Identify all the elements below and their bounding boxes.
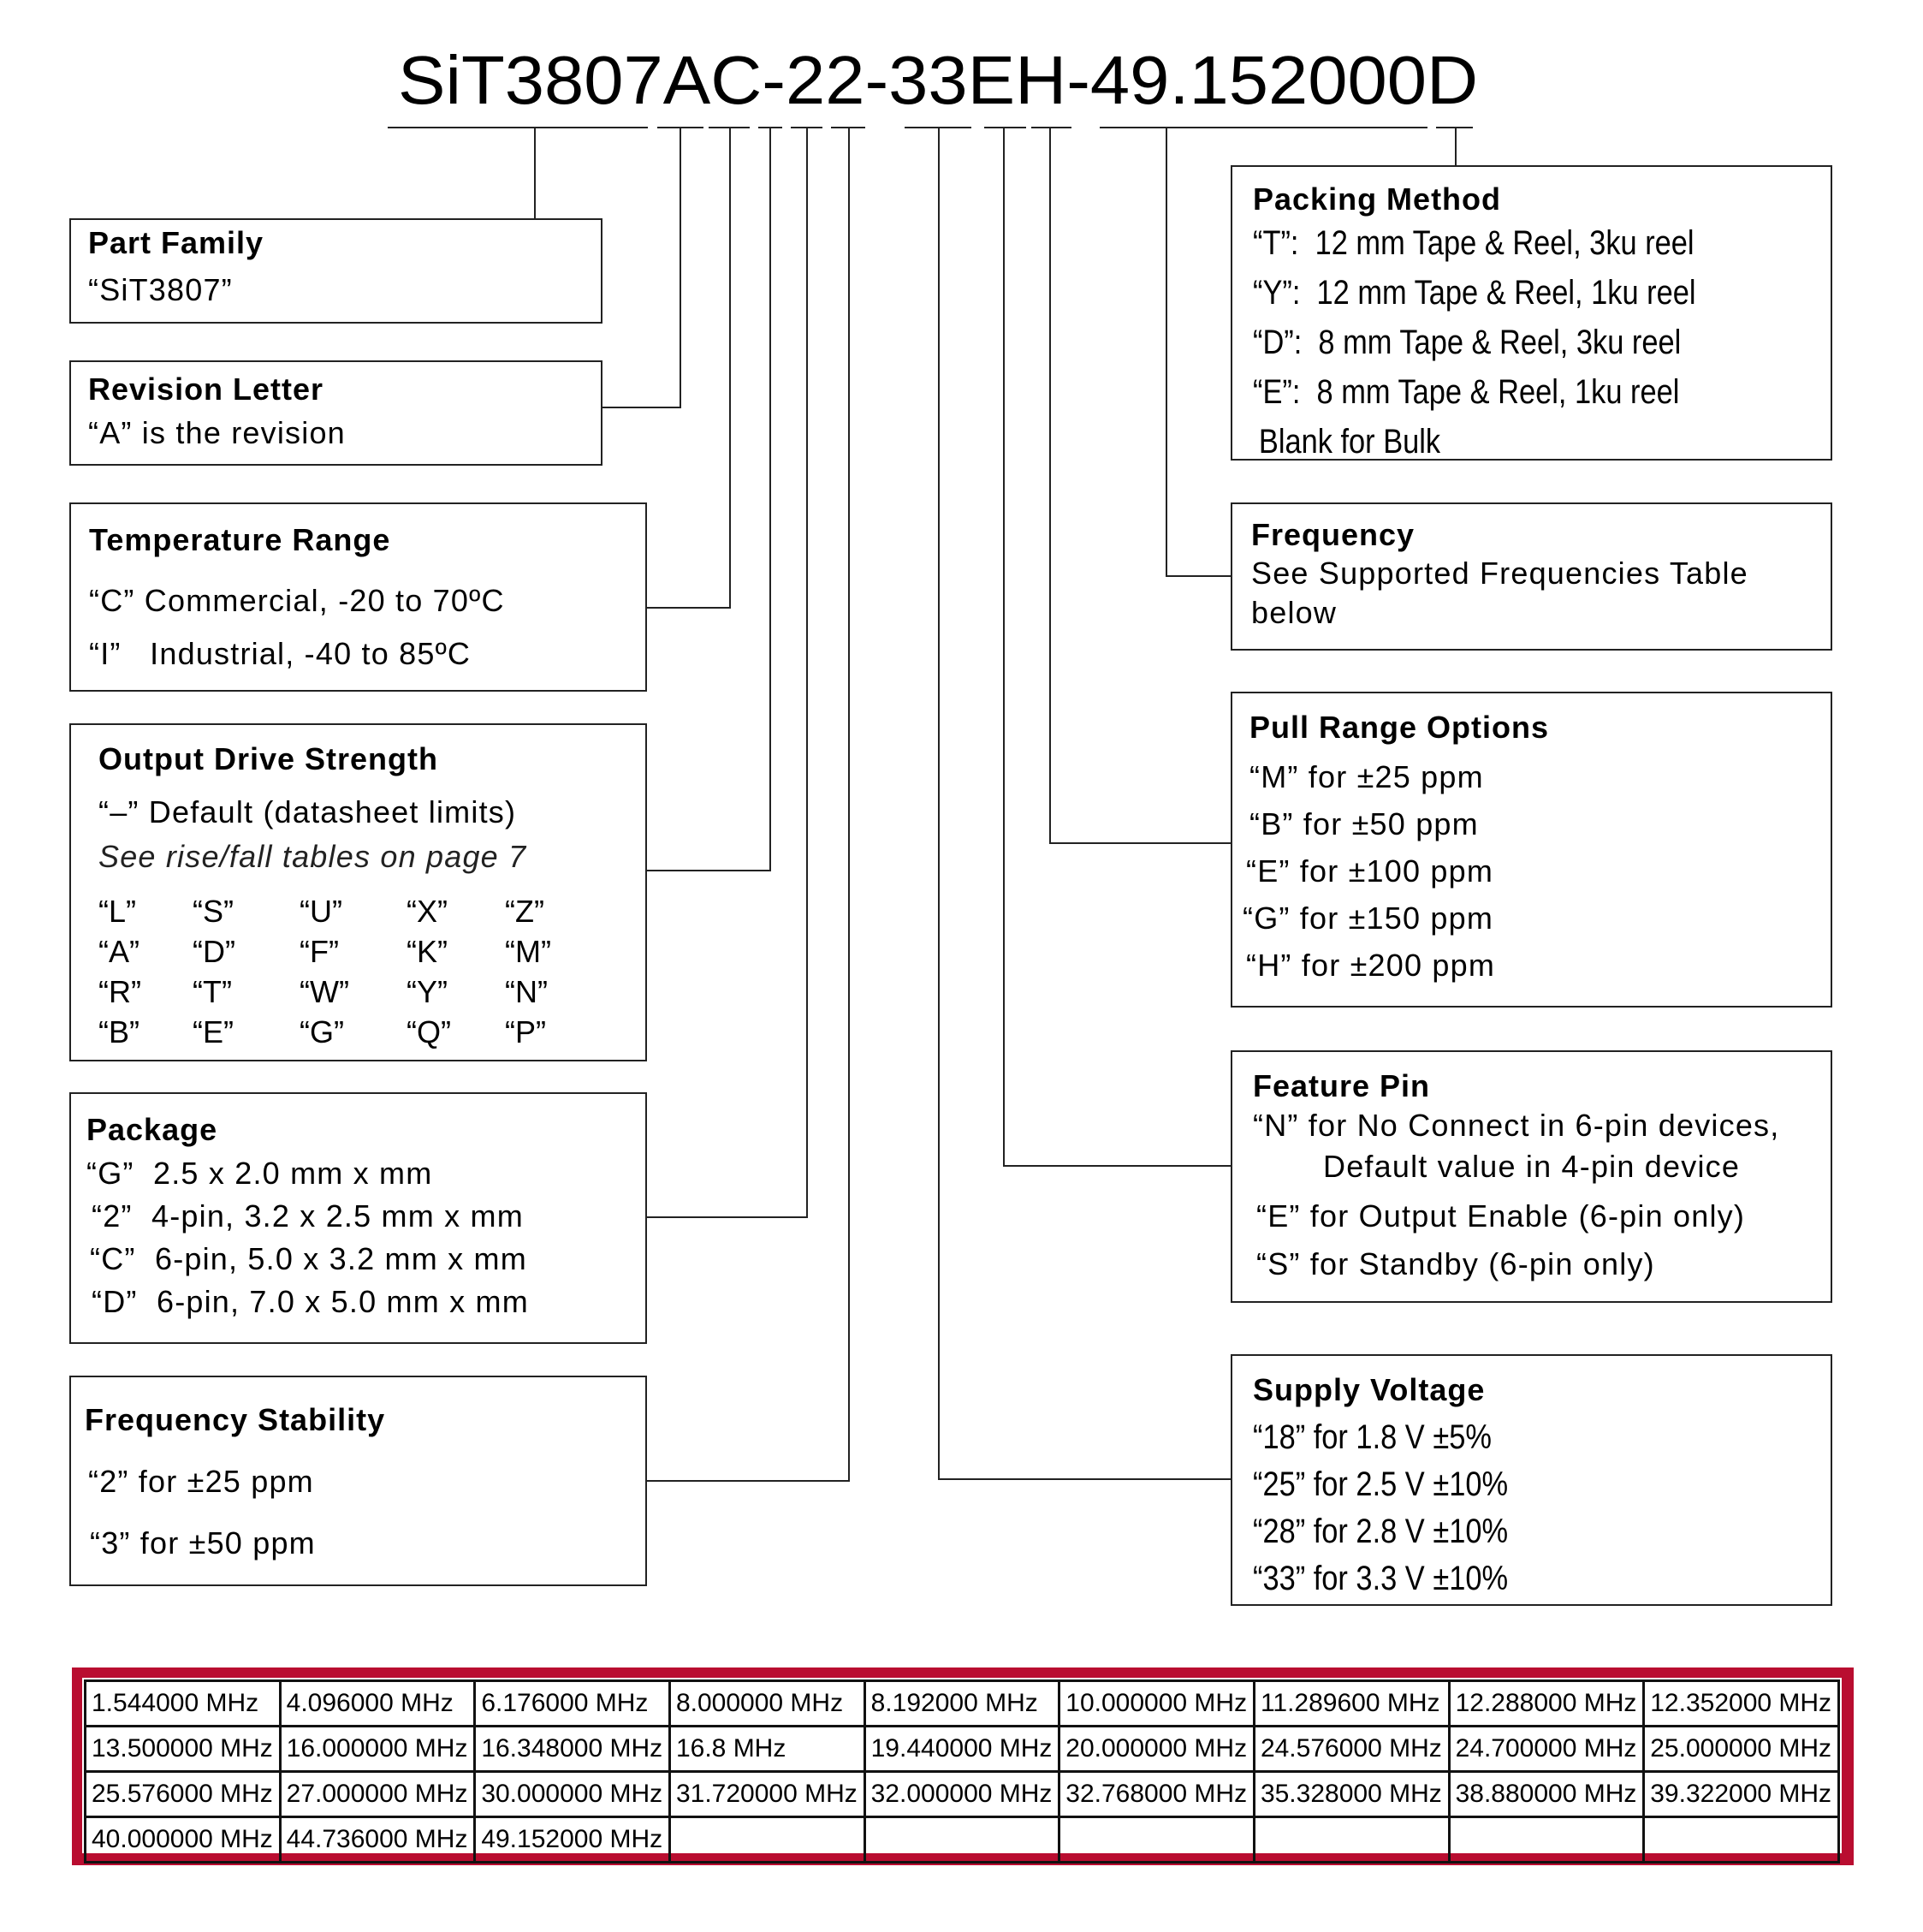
drive-code: “A” (98, 934, 139, 969)
frequency-stability-box (69, 1376, 647, 1586)
frequency-description-cont: below (1251, 595, 1338, 630)
package-title: Package (86, 1112, 218, 1147)
frequency-cell: 10.000000 MHz (1059, 1681, 1255, 1727)
pull-range-options-title: Pull Range Options (1249, 710, 1550, 745)
frequency-cell: 16.000000 MHz (280, 1727, 475, 1772)
packing-method-title: Packing Method (1253, 181, 1502, 217)
frequency-cell: 49.152000 MHz (475, 1817, 670, 1863)
package-option-c: “C” 6-pin, 5.0 x 3.2 mm x mm (90, 1241, 527, 1276)
part-family-box (69, 218, 602, 324)
temperature-range-title: Temperature Range (89, 522, 391, 557)
frequency-stability-option-2: “2” for ±25 ppm (88, 1464, 314, 1499)
drive-code: “G” (300, 1014, 344, 1049)
package-option-2: “2” 4-pin, 3.2 x 2.5 mm x mm (92, 1198, 524, 1234)
supply-voltage-option-25: “25” for 2.5 V ±10% (1253, 1465, 1509, 1503)
connector-frequency (1166, 128, 1232, 576)
pull-range-option-m: “M” for ±25 ppm (1249, 759, 1484, 794)
empty-cell (669, 1817, 864, 1863)
frequency-cell: 25.000000 MHz (1644, 1727, 1839, 1772)
frequency-cell: 20.000000 MHz (1059, 1727, 1255, 1772)
drive-code: “M” (505, 934, 551, 969)
drive-code: “Y” (407, 974, 448, 1009)
drive-code: “X” (407, 894, 448, 929)
frequency-cell: 44.736000 MHz (280, 1817, 475, 1863)
part-family-title: Part Family (88, 225, 264, 260)
frequency-cell: 16.8 MHz (669, 1727, 864, 1772)
drive-code: “S” (193, 894, 234, 929)
package-option-d: “D” 6-pin, 7.0 x 5.0 mm x mm (92, 1284, 529, 1319)
empty-cell (1644, 1817, 1839, 1863)
pull-range-option-h: “H” for ±200 ppm (1246, 948, 1496, 983)
frequency-title: Frequency (1251, 517, 1416, 552)
packing-option-e: “E”: 8 mm Tape & Reel, 1ku reel (1253, 373, 1680, 411)
connector-freq-stability (647, 128, 849, 1481)
frequency-cell: 8.000000 MHz (669, 1681, 864, 1727)
connector-pull-range (1050, 128, 1232, 843)
drive-code: “U” (300, 894, 342, 929)
supported-frequencies-table-frame (72, 1667, 1854, 1865)
temperature-option-i: “I” Industrial, -40 to 85ºC (89, 636, 472, 671)
package-box (69, 1092, 647, 1344)
revision-letter-value: “A” is the revision (88, 415, 346, 450)
supply-voltage-option-18: “18” for 1.8 V ±5% (1253, 1418, 1492, 1456)
empty-cell (1449, 1817, 1644, 1863)
frequency-cell: 8.192000 MHz (864, 1681, 1059, 1727)
table-row (86, 1772, 1839, 1817)
pull-range-option-b: “B” for ±50 ppm (1249, 806, 1479, 841)
empty-cell (1059, 1817, 1255, 1863)
supply-voltage-option-28: “28” for 2.8 V ±10% (1253, 1513, 1509, 1550)
connector-temperature (647, 128, 730, 608)
output-drive-default: “–” Default (datasheet limits) (98, 794, 517, 829)
supply-voltage-box (1231, 1354, 1832, 1606)
drive-code: “N” (505, 974, 548, 1009)
output-drive-note: See rise/fall tables on page 7 (98, 839, 527, 874)
drive-code: “P” (505, 1014, 546, 1049)
output-drive-codes-grid (98, 891, 645, 1052)
frequency-cell: 40.000000 MHz (86, 1817, 281, 1863)
frequency-cell: 38.880000 MHz (1449, 1772, 1644, 1817)
frequency-cell: 27.000000 MHz (280, 1772, 475, 1817)
feature-pin-option-s: “S” for Standby (6-pin only) (1256, 1246, 1655, 1281)
table-row (86, 1817, 1839, 1863)
frequency-stability-title: Frequency Stability (85, 1402, 386, 1437)
drive-code: “F” (300, 934, 339, 969)
feature-pin-title: Feature Pin (1253, 1068, 1431, 1103)
supply-voltage-title: Supply Voltage (1253, 1372, 1486, 1407)
connector-revision (602, 128, 680, 407)
feature-pin-box (1231, 1050, 1832, 1303)
frequency-cell: 25.576000 MHz (86, 1772, 281, 1817)
frequency-cell: 19.440000 MHz (864, 1727, 1059, 1772)
frequency-cell: 6.176000 MHz (475, 1681, 670, 1727)
temperature-range-box (69, 502, 647, 692)
packing-option-d: “D”: 8 mm Tape & Reel, 3ku reel (1253, 324, 1682, 361)
feature-pin-option-n: “N” for No Connect in 6-pin devices, (1253, 1108, 1780, 1143)
drive-code: “L” (98, 894, 136, 929)
frequency-cell: 16.348000 MHz (475, 1727, 670, 1772)
frequency-stability-option-3: “3” for ±50 ppm (90, 1525, 316, 1560)
drive-code: “T” (193, 974, 232, 1009)
drive-code: “R” (98, 974, 141, 1009)
frequency-cell: 12.288000 MHz (1449, 1681, 1644, 1727)
revision-letter-title: Revision Letter (88, 372, 324, 407)
empty-cell (1254, 1817, 1449, 1863)
drive-code: “K” (407, 934, 448, 969)
output-drive-strength-title: Output Drive Strength (98, 741, 438, 776)
frequency-cell: 35.328000 MHz (1254, 1772, 1449, 1817)
part-family-value: “SiT3807” (88, 272, 233, 307)
frequency-cell: 13.500000 MHz (86, 1727, 281, 1772)
frequency-cell: 31.720000 MHz (669, 1772, 864, 1817)
drive-code: “B” (98, 1014, 139, 1049)
frequency-cell: 4.096000 MHz (280, 1681, 475, 1727)
supported-frequencies-table (84, 1679, 1840, 1864)
output-drive-strength-box (69, 723, 647, 1061)
package-option-g: “G” 2.5 x 2.0 mm x mm (86, 1156, 433, 1191)
frequency-cell: 39.322000 MHz (1644, 1772, 1839, 1817)
frequency-cell: 24.700000 MHz (1449, 1727, 1644, 1772)
frequency-cell: 32.000000 MHz (864, 1772, 1059, 1817)
connector-supply-voltage (939, 128, 1232, 1479)
feature-pin-option-e: “E” for Output Enable (6-pin only) (1256, 1198, 1746, 1234)
pull-range-option-g: “G” for ±150 ppm (1243, 901, 1494, 936)
packing-option-t: “T”: 12 mm Tape & Reel, 3ku reel (1253, 224, 1694, 262)
frequency-cell: 30.000000 MHz (475, 1772, 670, 1817)
revision-letter-box (69, 360, 602, 466)
frequency-cell: 11.289600 MHz (1254, 1681, 1449, 1727)
table-row (86, 1681, 1839, 1727)
connector-feature-pin (1004, 128, 1232, 1166)
pull-range-options-box (1231, 692, 1832, 1008)
drive-code: “Z” (505, 894, 544, 929)
part-number-title: SiT3807AC-22-33EH-49.152000D (398, 42, 1479, 118)
drive-code: “D” (193, 934, 235, 969)
pull-range-option-e: “E” for ±100 ppm (1246, 853, 1494, 889)
frequency-description: See Supported Frequencies Table (1251, 556, 1748, 591)
drive-code: “E” (193, 1014, 234, 1049)
feature-pin-option-n-cont: Default value in 4-pin device (1323, 1149, 1741, 1184)
empty-cell (864, 1817, 1059, 1863)
supply-voltage-option-33: “33” for 3.3 V ±10% (1253, 1560, 1509, 1597)
table-row (86, 1727, 1839, 1772)
drive-code: “Q” (407, 1014, 451, 1049)
packing-method-box (1231, 165, 1832, 461)
frequency-cell: 12.352000 MHz (1644, 1681, 1839, 1727)
frequency-box (1231, 502, 1832, 651)
packing-option-y: “Y”: 12 mm Tape & Reel, 1ku reel (1253, 274, 1696, 312)
drive-code: “W” (300, 974, 349, 1009)
frequency-cell: 24.576000 MHz (1254, 1727, 1449, 1772)
connector-output-drive (647, 128, 770, 871)
frequency-cell: 32.768000 MHz (1059, 1772, 1255, 1817)
temperature-option-c: “C” Commercial, -20 to 70ºC (89, 583, 505, 618)
packing-option-bulk: Blank for Bulk (1258, 423, 1441, 461)
frequency-cell: 1.544000 MHz (86, 1681, 281, 1727)
connector-package (647, 128, 807, 1217)
